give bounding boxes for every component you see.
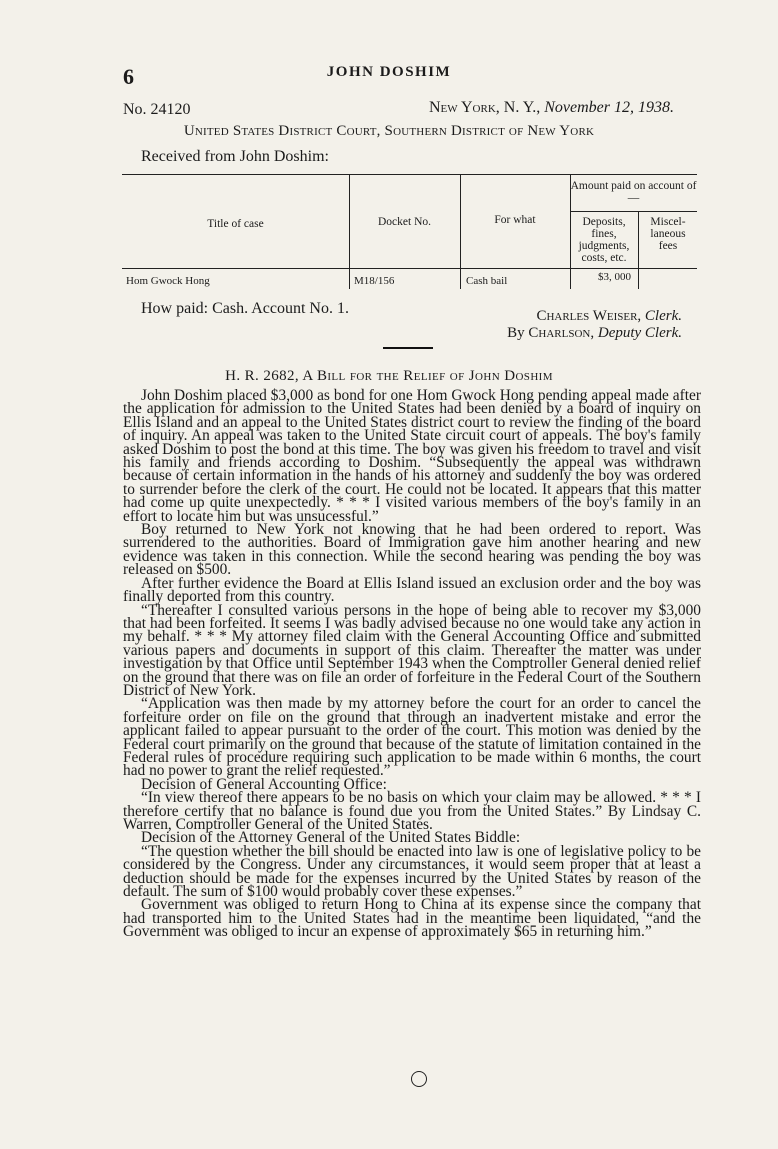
how-paid: How paid: Cash. Account No. 1. [141,300,349,317]
court-name: United States District Court, Southern District of New York [183,123,595,139]
header-deposits: Deposits, fines, judgments, costs, etc. [578,216,630,264]
cell-for-what: Cash bail [466,275,508,287]
receipt-place-date [429,99,674,117]
body-paragraph: Decision of General Accounting Office: [141,775,387,793]
body-paragraph: Decision of the Attorney General of the United States Biddle: [141,829,521,847]
body-paragraph: After further evidence the Board at Ellis Island issued an exclusion order and the boy was finally deported from this country. [123,574,701,606]
receipt-table [122,174,697,290]
received-from: Received from John Doshim: [141,148,329,165]
table-header-rule [122,268,697,269]
table-top-rule [122,174,697,175]
receipt-place: New York, N. Y., [428,99,541,116]
page-number: 6 [123,64,134,89]
receipt-number: No. 24120 [123,101,191,118]
table-group-rule [570,211,697,212]
body-paragraph: “The question whether the bill should be enacted into law is one of legislative policy to be considered by the Congress. Under any circumstances, it would seem proper that at least a deduction should be made for the expenses incurred by the United States by reason of the default. The sum of $100 would probably cover these expenses.” [123,842,701,901]
body-paragraph: John Doshim placed $3,000 as bond for one Hom Gwock Hong pending appeal made after the application for admission to the United States had been denied by a board of inquiry on Ellis Island and an appeal to the United States district court to review the finding of the board of inquiry. An appeal was taken to the United State circuit court of appeals. The boy's family asked Doshim to post the bond at this time. The boy was given his freedom to travel and visit his family and friends according to Doshim. “Subsequently the appeal was withdrawn because of certain information in the hands of his attorney and suddenly the boy was ordered to surrender before the clerk of the court. He could not be located. It appears that this matter had come up quite unexpectedly. * * * I visited various members of the boy's family in an effort to locate him but was unsucessful.” [123,387,701,525]
header-title-of-case: Title of case [207,218,264,230]
cell-deposits: $3, 000 [598,271,631,283]
deputy-signature [507,325,682,342]
body-paragraph: “Application was then made by my attorney before the court for an order to cancel the forfeiture order on file on the ground that through an inadvertent mistake and error the applicant failed to appear pursuant to the order of the court. This motion was denied by the Federal court primarily on the ground that because of the statute of limitation contained in the Federal rules of procedure requiring such application to be made within 6 months, the court had no power to grant the relief requested.” [123,695,701,780]
page-mark-circle [411,1071,427,1087]
header-misc-fees: Miscel- laneous fees [650,216,686,252]
clerk-signature [536,308,682,325]
header-amount-paid: Amount paid on account of— [570,180,697,204]
bill-body [123,389,701,939]
cell-title-of-case: Hom Gwock Hong [126,275,210,287]
header-docket-no: Docket No. [377,216,431,228]
receipt-date: November 12, 1938. [544,99,674,116]
cell-docket-no: M18/156 [354,275,395,287]
body-paragraph: “Thereafter I consulted various persons in the hope of being able to recover my $3,000 that had been forfeited. It seems I was badly advised because no one would take any action in my behalf. * * * My attorney filed claim with the General Accounting Office and submitted various papers and documents in support of this claim. Thereafter the matter was under investigation by that Office until September 1943 when the Comptroller General denied relief on the ground that there was on file an order of forfeiture in the Federal Court of the Southern District of New York. [123,601,701,699]
table-col-divider [349,174,350,289]
table-col-divider [460,174,461,289]
clerk-name: Charles Weiser, [536,308,642,324]
clerk-title: Clerk. [644,308,682,324]
header-for-what: For what [494,214,536,226]
deputy-name: Charlson, [528,325,595,341]
body-paragraph: Boy returned to New York not knowing that he had been ordered to report. Was surrendered to the authorities. Board of Immigration gave him another hearing and new evidence was taken in this connection. While the second hearing was pending the boy was released on $500. [123,521,701,579]
body-paragraph: “In view thereof there appears to be no basis on which your claim may be allowed. * * * I therefore certify that no balance is found due you from the United States.” By Lindsay C. Warren, Comptroller General of the United States. [123,789,701,833]
body-paragraph: Government was obliged to return Hong to China at its expense since the company that had transported him to the United States had in the meantime been liquidated, “and the Government was obliged to incur an expense of approximately $65 in returning him.” [123,896,701,941]
bill-title: H. R. 2682, A Bill for the Relief of John Doshim [225,368,553,384]
running-head: JOHN DOSHIM [326,64,452,80]
deputy-title: Deputy Clerk. [597,325,682,341]
by-label: By [507,325,525,341]
section-divider [383,347,433,349]
table-col-divider [638,211,639,289]
